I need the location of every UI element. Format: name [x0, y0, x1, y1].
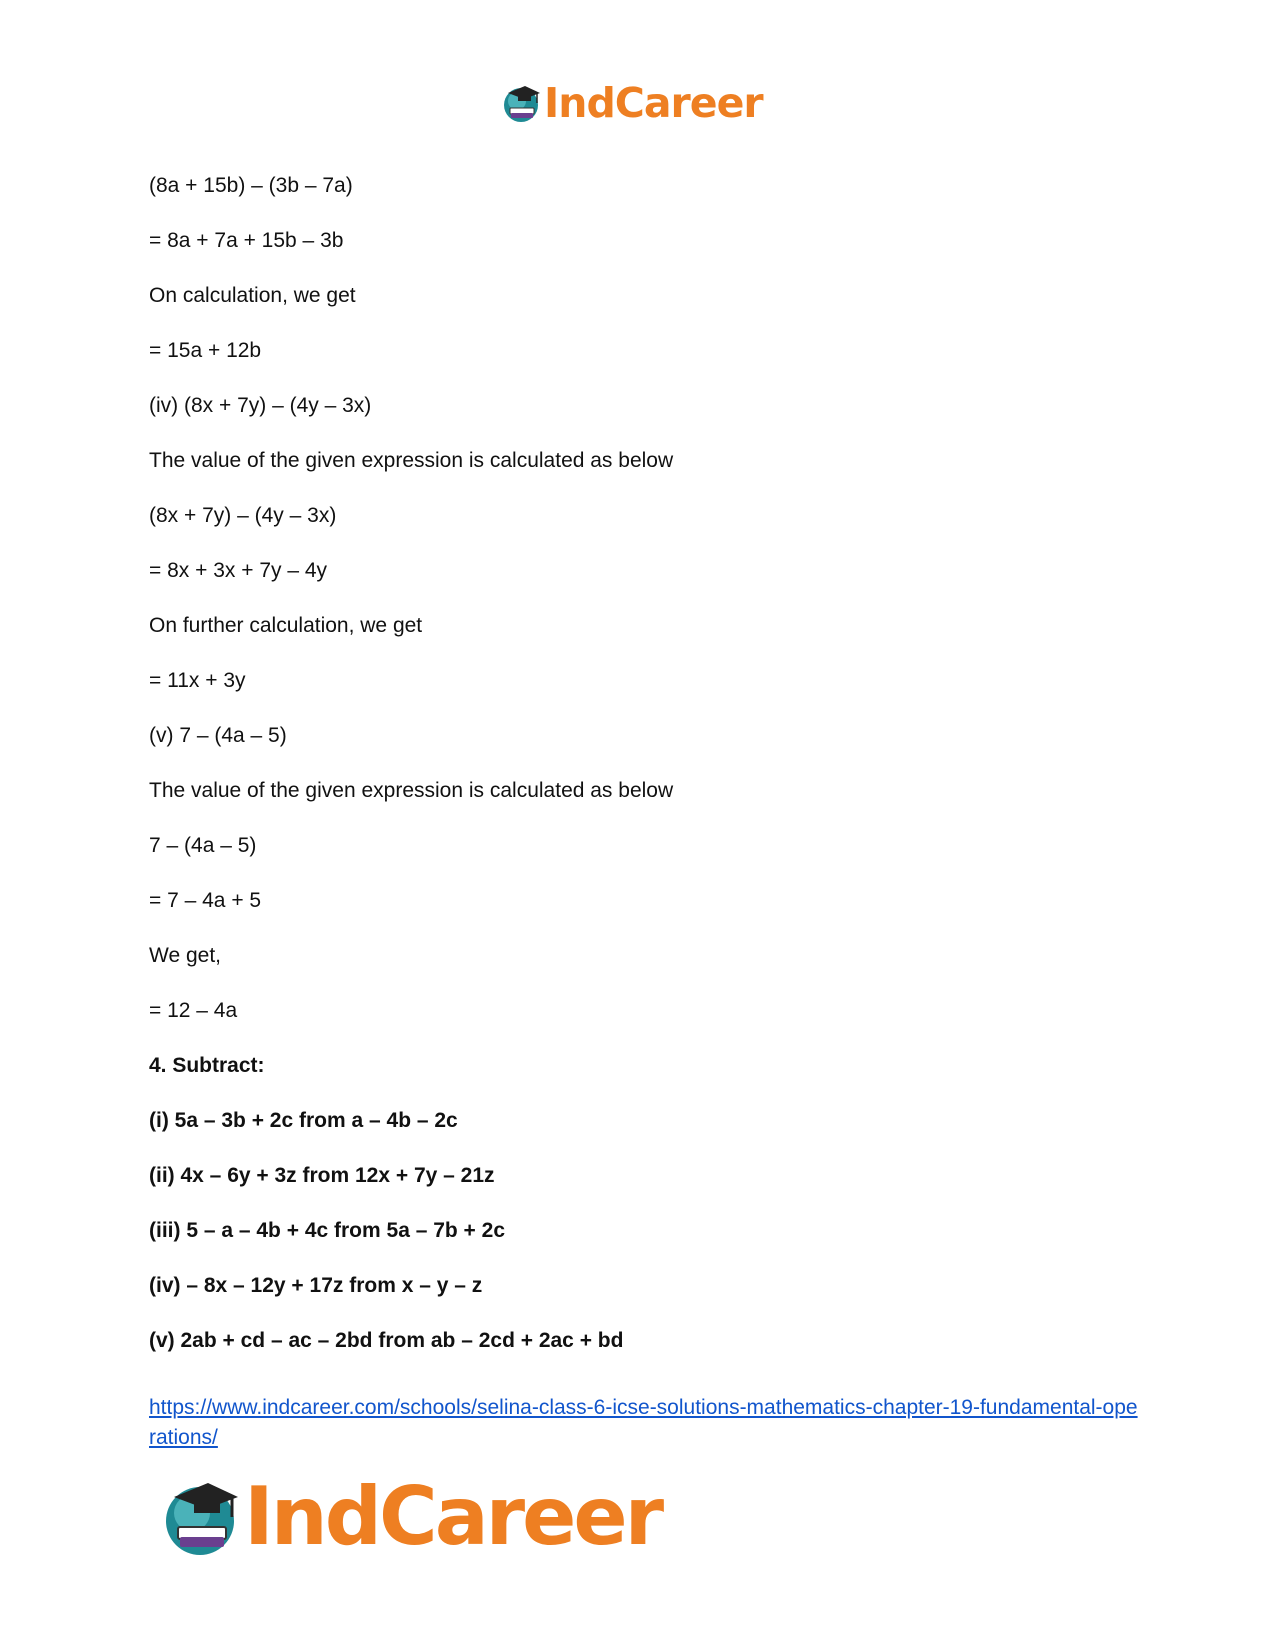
solution-line: 7 – (4a – 5): [149, 834, 257, 857]
source-link[interactable]: https://www.indcareer.com/schools/selina-class-6-icse-solutions-mathematics-chapter-19-fundamental-operations/: [149, 1396, 1138, 1449]
question-part: (i) 5a – 3b + 2c from a – 4b – 2c: [149, 1109, 458, 1132]
logo-wordmark: IndCareer: [244, 1470, 662, 1563]
document-body: [149, 174, 1129, 1384]
solution-line: On calculation, we get: [149, 284, 356, 307]
solution-line: On further calculation, we get: [149, 614, 423, 637]
solution-line: = 15a + 12b: [149, 339, 262, 362]
header-logo: [500, 78, 763, 128]
solution-line: The value of the given expression is calculated as below: [149, 449, 674, 472]
solution-line: = 7 – 4a + 5: [149, 889, 262, 912]
graduation-globe-icon: [158, 1475, 242, 1559]
solution-line: = 11x + 3y: [149, 669, 246, 692]
graduation-globe-icon: [500, 82, 542, 124]
solution-line: (8a + 15b) – (3b – 7a): [149, 174, 353, 197]
question-part: (v) 2ab + cd – ac – 2bd from ab – 2cd + 2ac + bd: [149, 1329, 624, 1352]
solution-line: (v) 7 – (4a – 5): [149, 724, 287, 747]
question-heading: 4. Subtract:: [149, 1054, 265, 1077]
footer-logo: [158, 1472, 661, 1562]
solution-line: = 8x + 3x + 7y – 4y: [149, 559, 328, 582]
solution-line: (8x + 7y) – (4y – 3x): [149, 504, 337, 527]
question-part: (iii) 5 – a – 4b + 4c from 5a – 7b + 2c: [149, 1219, 506, 1242]
question-part: (iv) – 8x – 12y + 17z from x – y – z: [149, 1274, 483, 1297]
solution-line: The value of the given expression is calculated as below: [149, 779, 674, 802]
solution-line: = 12 – 4a: [149, 999, 238, 1022]
solution-line: (iv) (8x + 7y) – (4y – 3x): [149, 394, 372, 417]
logo-wordmark: IndCareer: [544, 78, 763, 127]
question-part: (ii) 4x – 6y + 3z from 12x + 7y – 21z: [149, 1164, 495, 1187]
solution-line: = 8a + 7a + 15b – 3b: [149, 229, 344, 252]
solution-line: We get,: [149, 944, 221, 967]
